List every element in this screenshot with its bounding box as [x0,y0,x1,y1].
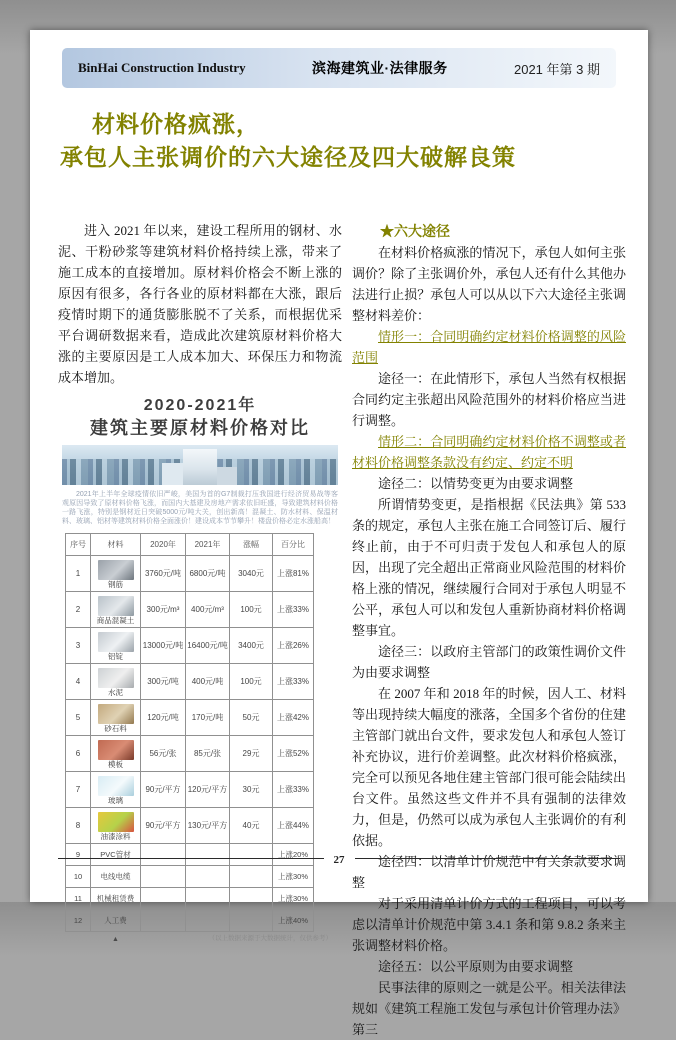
header-increase: 涨幅 [230,534,273,556]
material-name: 玻璃 [108,795,123,805]
cell-material: 电线电缆 [91,866,141,888]
material-name: 油漆涂料 [100,831,131,841]
scenario-2-link[interactable]: 情形二：合同明确约定材料价格不调整或者材料价格调整条款没有约定、约定不明 [352,434,626,470]
way-3-title: 途径三：以政府主管部门的政策性调价文件为由要求调整 [352,644,626,680]
cell-material: PVC管材 [91,844,141,866]
left-column [58,220,342,943]
article-title [60,108,626,174]
cell-2021-price: 130元/平方 [186,808,230,844]
table-row [66,628,314,664]
cell-2021-price [186,910,230,932]
cell-2020-price: 90元/平方 [141,772,186,808]
cell-2021-price: 85元/张 [186,736,230,772]
cell-2021-price: 16400元/吨 [186,628,230,664]
header-material: 材料 [91,534,141,556]
sand-gravel-photo [98,704,134,724]
table-row [66,888,314,910]
cell-percent: 上涨33% [273,772,314,808]
cell-increase [230,910,273,932]
cell-percent: 上涨26% [273,628,314,664]
cell-percent: 上涨30% [273,888,314,910]
cell-material [91,556,141,592]
table-header-row [66,534,314,556]
cell-2021-price: 170元/吨 [186,700,230,736]
table-row [66,910,314,932]
material-name: 砂石料 [104,723,127,733]
cell-material [91,772,141,808]
formwork-board-photo [98,740,134,760]
cell-increase: 29元 [230,736,273,772]
triangle-logo-mark: ▲ [112,935,119,943]
cell-2020-price: 300元/吨 [141,664,186,700]
table-row [66,736,314,772]
header-percent: 百分比 [273,534,314,556]
cell-percent: 上涨20% [273,844,314,866]
table-row [66,664,314,700]
material-name: 商品混凝土 [96,615,135,625]
cell-material [91,700,141,736]
cell-percent: 上涨42% [273,700,314,736]
city-tower-shape [183,449,217,485]
cell-number: 11 [66,888,91,910]
header-2021: 2021年 [186,534,230,556]
cell-increase: 30元 [230,772,273,808]
way-2-title: 途径二：以情势变更为由要求调整 [378,476,574,491]
concrete-truck-photo [98,596,134,616]
cell-2021-price [186,888,230,910]
cell-increase: 3040元 [230,556,273,592]
cell-2020-price: 56元/张 [141,736,186,772]
magazine-page [30,30,648,1037]
cell-2021-price: 120元/平方 [186,772,230,808]
cell-2021-price: 400元/m³ [186,592,230,628]
cell-percent: 上涨44% [273,808,314,844]
cell-percent: 上涨40% [273,910,314,932]
cell-number: 7 [66,772,91,808]
table-row [66,700,314,736]
cell-material: 机械租赁费 [91,888,141,910]
cell-2020-price [141,888,186,910]
cell-2020-price: 300元/m³ [141,592,186,628]
cityscape-photo [62,445,338,485]
cell-number: 9 [66,844,91,866]
cell-number: 4 [66,664,91,700]
way-3-paragraph: 在 2007 年和 2018 年的时候，因人工、材料等出现持续大幅度的涨落，全国多个省份的住建主管部门就出台文件，要求发包人和承包人签订补充协议，进行价差调整。此次材料价格疯涨，完全可以预见各地住建主管部门很可能会陆续出台文件。虽然这些文件并不具有强制的法律效力，但是，仍然可以成为承包人主张调价的有利依据。 [352,686,626,848]
cell-2020-price: 90元/平方 [141,808,186,844]
cell-number: 10 [66,866,91,888]
material-name: 水泥 [108,687,123,697]
scenario-1-link[interactable]: 情形一：合同明确约定材料价格调整的风险范围 [352,329,626,365]
cell-2020-price: 13000元/吨 [141,628,186,664]
cell-material [91,628,141,664]
cell-number: 3 [66,628,91,664]
table-row [66,592,314,628]
infographic-title-years: 2020-2021年 [143,397,257,414]
infographic-title-subject: 建筑主要原材料价格对比 [90,418,310,438]
cell-material: 人工费 [91,910,141,932]
table-row [66,772,314,808]
right-column [352,220,626,1040]
table-row [66,808,314,844]
cell-2020-price [141,910,186,932]
cement-photo [98,668,134,688]
journal-name-english: BinHai Construction Industry [78,60,246,75]
article-title-line2: 承包人主张调价的六大途径及四大破解良策 [60,144,516,171]
six-ways-intro-paragraph: 在材料价格疯涨的情况下，承包人如何主张调价？除了主张调价外，承包人还有什么其他办法进行止损？承包人可以从以下六大途径主张调整材料差价： [352,245,626,323]
cell-2020-price: 3760元/吨 [141,556,186,592]
header-2020: 2020年 [141,534,186,556]
cell-material [91,664,141,700]
journal-header [62,48,616,88]
cell-percent: 上涨30% [273,866,314,888]
way-1-paragraph: 途径一：在此情形下，承包人当然有权根据合同约定主张超出风险范围外的材料价格应当进行调整。 [352,371,626,428]
cell-2021-price: 400元/吨 [186,664,230,700]
header-number: 序号 [66,534,91,556]
intro-paragraph: 进入 2021 年以来，建设工程所用的钢材、水泥、干粉砂浆等建筑材料价格持续上涨，带来了施工成本的直接增加。原材料价格会不断上涨的原因有很多，各行各业的原材料都在大涨，跟后疫情时期下的通货膨胀脱不了关系，而根据优采平台调研数据来看，造成此次建筑原材料价格大涨的主要原因是工人成本加大、环保压力和物流成本增加。 [58,223,342,385]
cell-percent: 上涨81% [273,556,314,592]
cell-increase: 100元 [230,592,273,628]
steel-rebar-photo [98,560,134,580]
cell-material [91,808,141,844]
material-name: 模板 [108,759,123,769]
cell-number: 5 [66,700,91,736]
cell-percent: 上涨33% [273,592,314,628]
cell-increase: 3400元 [230,628,273,664]
cell-increase: 100元 [230,664,273,700]
cell-increase: 40元 [230,808,273,844]
cell-2021-price: 6800元/吨 [186,556,230,592]
cell-number: 1 [66,556,91,592]
table-row [66,556,314,592]
cell-number: 8 [66,808,91,844]
material-name: 钢筋 [108,579,123,589]
issue-label: 2021 年第 3 期 [513,61,600,77]
cell-material [91,736,141,772]
aluminum-ingot-photo [98,632,134,652]
data-source-note: （以上数据来源于大数据统计，仅供参考） [208,935,332,942]
cell-percent: 上涨52% [273,736,314,772]
way-4-paragraph: 对于采用清单计价方式的工程项目，可以考虑以清单计价规范中第 3.4.1 条和第 9.8.2 条来主张调整材料价格。 [352,896,626,953]
way-4-title: 途径四：以清单计价规范中有关条款要求调整 [352,854,626,890]
infographic-footer [62,932,338,943]
article-title-line1: 材料价格疯涨， [92,111,260,138]
cell-number: 12 [66,910,91,932]
cell-increase [230,888,273,910]
section-heading-six-ways: ★六大途径 [380,223,450,239]
cell-increase: 50元 [230,700,273,736]
journal-name-chinese: 滨海建筑业·法律服务 [311,60,448,76]
infographic-caption: 2021年上半年全球疫情依旧严峻，美国为首的G7制裁打压我国进行经济贸易战等客观原因导致了原材料价格飞涨，而国内大基建及房地产需求依旧旺盛，导致建筑材料价格一路飞涨，特别是钢材近日突破5000元/吨大关，创出新高！混凝土、防水材料、保温材料、玻璃、铝材等建筑材料价格全面涨价！建设成本节节攀升！楼盘价格必定水涨船高！ [62,491,338,525]
way-5-paragraph: 民事法律的原则之一就是公平。相关法律法规如《建筑工程施工发包与承包计价管理办法》第三 [352,980,626,1037]
material-name: 铝锭 [108,651,123,661]
paint-photo [98,812,134,832]
way-2-paragraph: 所谓情势变更，是指根据《民法典》第 533 条的规定，承包人主张在施工合同签订后、履行终止前，由于不可归责于发包人和承包人的原因，出现了完全超出正常商业风险范围的材料价格上涨的情况，继续履行合同对于承包人明显不公平，承包人可以和发包人重新协商材料价格调整事宜。 [352,497,626,638]
page-number: 27 [324,854,355,866]
cell-2020-price: 120元/吨 [141,700,186,736]
cell-material [91,592,141,628]
cell-number: 6 [66,736,91,772]
cell-number: 2 [66,592,91,628]
way-5-title: 途径五：以公平原则为由要求调整 [378,959,574,974]
glass-photo [98,776,134,796]
cell-percent: 上涨33% [273,664,314,700]
